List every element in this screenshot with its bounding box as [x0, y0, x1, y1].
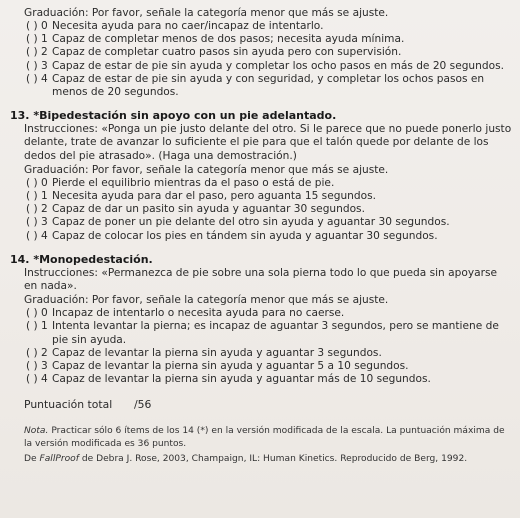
option-checkbox[interactable]: ( ) 0 — [26, 176, 48, 189]
option-row[interactable] — [24, 190, 512, 203]
option-row[interactable] — [24, 20, 512, 33]
option-checkbox[interactable]: ( ) 3 — [26, 216, 48, 229]
option-row[interactable] — [24, 203, 512, 216]
option-row[interactable] — [24, 360, 512, 373]
item-12 — [24, 6, 512, 99]
option-text: Capaz de levantar la pierna sin ayuda y aguantar 3 segundos. — [52, 346, 382, 359]
source-book-title: FallProof — [39, 454, 79, 465]
source-text: de Debra J. Rose, 2003, Champaign, IL: Human Kinetics. Reproducido de Berg, 1992. — [78, 454, 468, 465]
item-12-options — [24, 20, 512, 99]
item-13-title: 13. *Bipedestación sin apoyo con un pie adelantado. — [10, 109, 337, 123]
option-checkbox[interactable]: ( ) 1 — [26, 190, 48, 203]
option-text: Capaz de completar menos de dos pasos; necesita ayuda mínima. — [52, 33, 405, 46]
option-text: Pierde el equilibrio mientras da el paso o está de pie. — [52, 176, 335, 189]
total-score — [24, 398, 512, 411]
option-checkbox[interactable]: ( ) 4 — [26, 72, 48, 85]
option-checkbox[interactable]: ( ) 4 — [26, 373, 48, 386]
item-14-grading: Graduación: Por favor, señale la categoría menor que más se ajuste. — [24, 294, 389, 307]
item-14 — [10, 252, 512, 387]
item-14-title: 14. *Monopedestación. — [10, 252, 153, 266]
option-row[interactable] — [24, 347, 512, 360]
option-checkbox[interactable]: ( ) 1 — [26, 320, 48, 333]
total-score-label: Puntuación total — [24, 398, 113, 412]
item-13-options — [24, 177, 512, 243]
option-checkbox[interactable]: ( ) 0 — [26, 20, 48, 32]
option-text: Capaz de estar de pie sin ayuda y completar los ocho pasos en más de 20 segundos. — [52, 59, 504, 72]
option-text: Intenta levantar la pierna; es incapaz de aguantar 3 segundos, pero se mantiene de pie sin ayuda. — [52, 320, 499, 346]
option-text: Capaz de poner un pie delante del otro sin ayuda y aguantar 30 segundos. — [52, 216, 450, 229]
option-row[interactable] — [24, 177, 512, 190]
option-row[interactable] — [24, 307, 512, 320]
item-13 — [10, 109, 512, 243]
option-checkbox[interactable]: ( ) 2 — [26, 346, 48, 359]
option-checkbox[interactable]: ( ) 3 — [26, 59, 48, 72]
option-text: Capaz de completar cuatro pasos sin ayuda pero con supervisión. — [52, 46, 402, 59]
option-text: Capaz de dar un pasito sin ayuda y aguantar 30 segundos. — [52, 203, 365, 216]
option-checkbox[interactable]: ( ) 2 — [26, 203, 48, 216]
option-checkbox[interactable]: ( ) 3 — [26, 360, 48, 373]
option-checkbox[interactable]: ( ) 2 — [26, 46, 48, 59]
footnote — [24, 425, 512, 451]
source-prefix: De — [24, 454, 40, 465]
item-13-instructions: Instrucciones: «Ponga un pie justo delante del otro. Si le parece que no puede ponerlo justo delante, trate de avanzar lo suficiente el pie para que el talón quede por delante de los dedos del pie atrasado». (Haga una demostración.) — [24, 123, 512, 162]
option-text: Necesita ayuda para dar el paso, pero aguanta 15 segundos. — [52, 190, 376, 203]
option-text: Necesita ayuda para no caer/incapaz de intentarlo. — [52, 20, 324, 32]
item-14-instructions: Instrucciones: «Permanezca de pie sobre una sola pierna todo lo que pueda sin apoyarse en nada». — [24, 266, 497, 293]
option-row[interactable] — [24, 73, 512, 99]
footnote-label: Nota. — [24, 426, 49, 437]
option-row[interactable] — [24, 373, 512, 386]
option-checkbox[interactable]: ( ) 4 — [26, 229, 48, 242]
option-text: Capaz de levantar la pierna sin ayuda y aguantar más de 10 segundos. — [52, 373, 431, 386]
option-row[interactable] — [24, 320, 512, 346]
total-score-value: /56 — [134, 398, 152, 412]
source-citation — [24, 453, 512, 466]
item-12-grading: Graduación: Por favor, señale la categoría menor que más se ajuste. — [24, 7, 389, 19]
option-text: Capaz de estar de pie sin ayuda y con seguridad, y completar los ochos pasos en menos de 20 segundos. — [52, 72, 485, 99]
option-text: Capaz de colocar los pies en tándem sin ayuda y aguantar 30 segundos. — [52, 229, 438, 242]
option-row[interactable] — [24, 46, 512, 59]
option-row[interactable] — [24, 216, 512, 229]
option-checkbox[interactable]: ( ) 0 — [26, 307, 48, 320]
item-13-grading: Graduación: Por favor, señale la categoría menor que más se ajuste. — [24, 163, 389, 176]
option-row[interactable] — [24, 230, 512, 243]
option-row[interactable] — [24, 33, 512, 46]
option-row[interactable] — [24, 60, 512, 73]
option-text: Capaz de levantar la pierna sin ayuda y aguantar 5 a 10 segundos. — [52, 360, 409, 373]
footnote-text: Practicar sólo 6 ítems de los 14 (*) en la versión modificada de la escala. La puntuación máxima de la versión modificada es 36 puntos. — [24, 426, 505, 450]
option-checkbox[interactable]: ( ) 1 — [26, 33, 48, 46]
option-text: Incapaz de intentarlo o necesita ayuda para no caerse. — [52, 307, 345, 320]
item-14-options — [24, 307, 512, 386]
